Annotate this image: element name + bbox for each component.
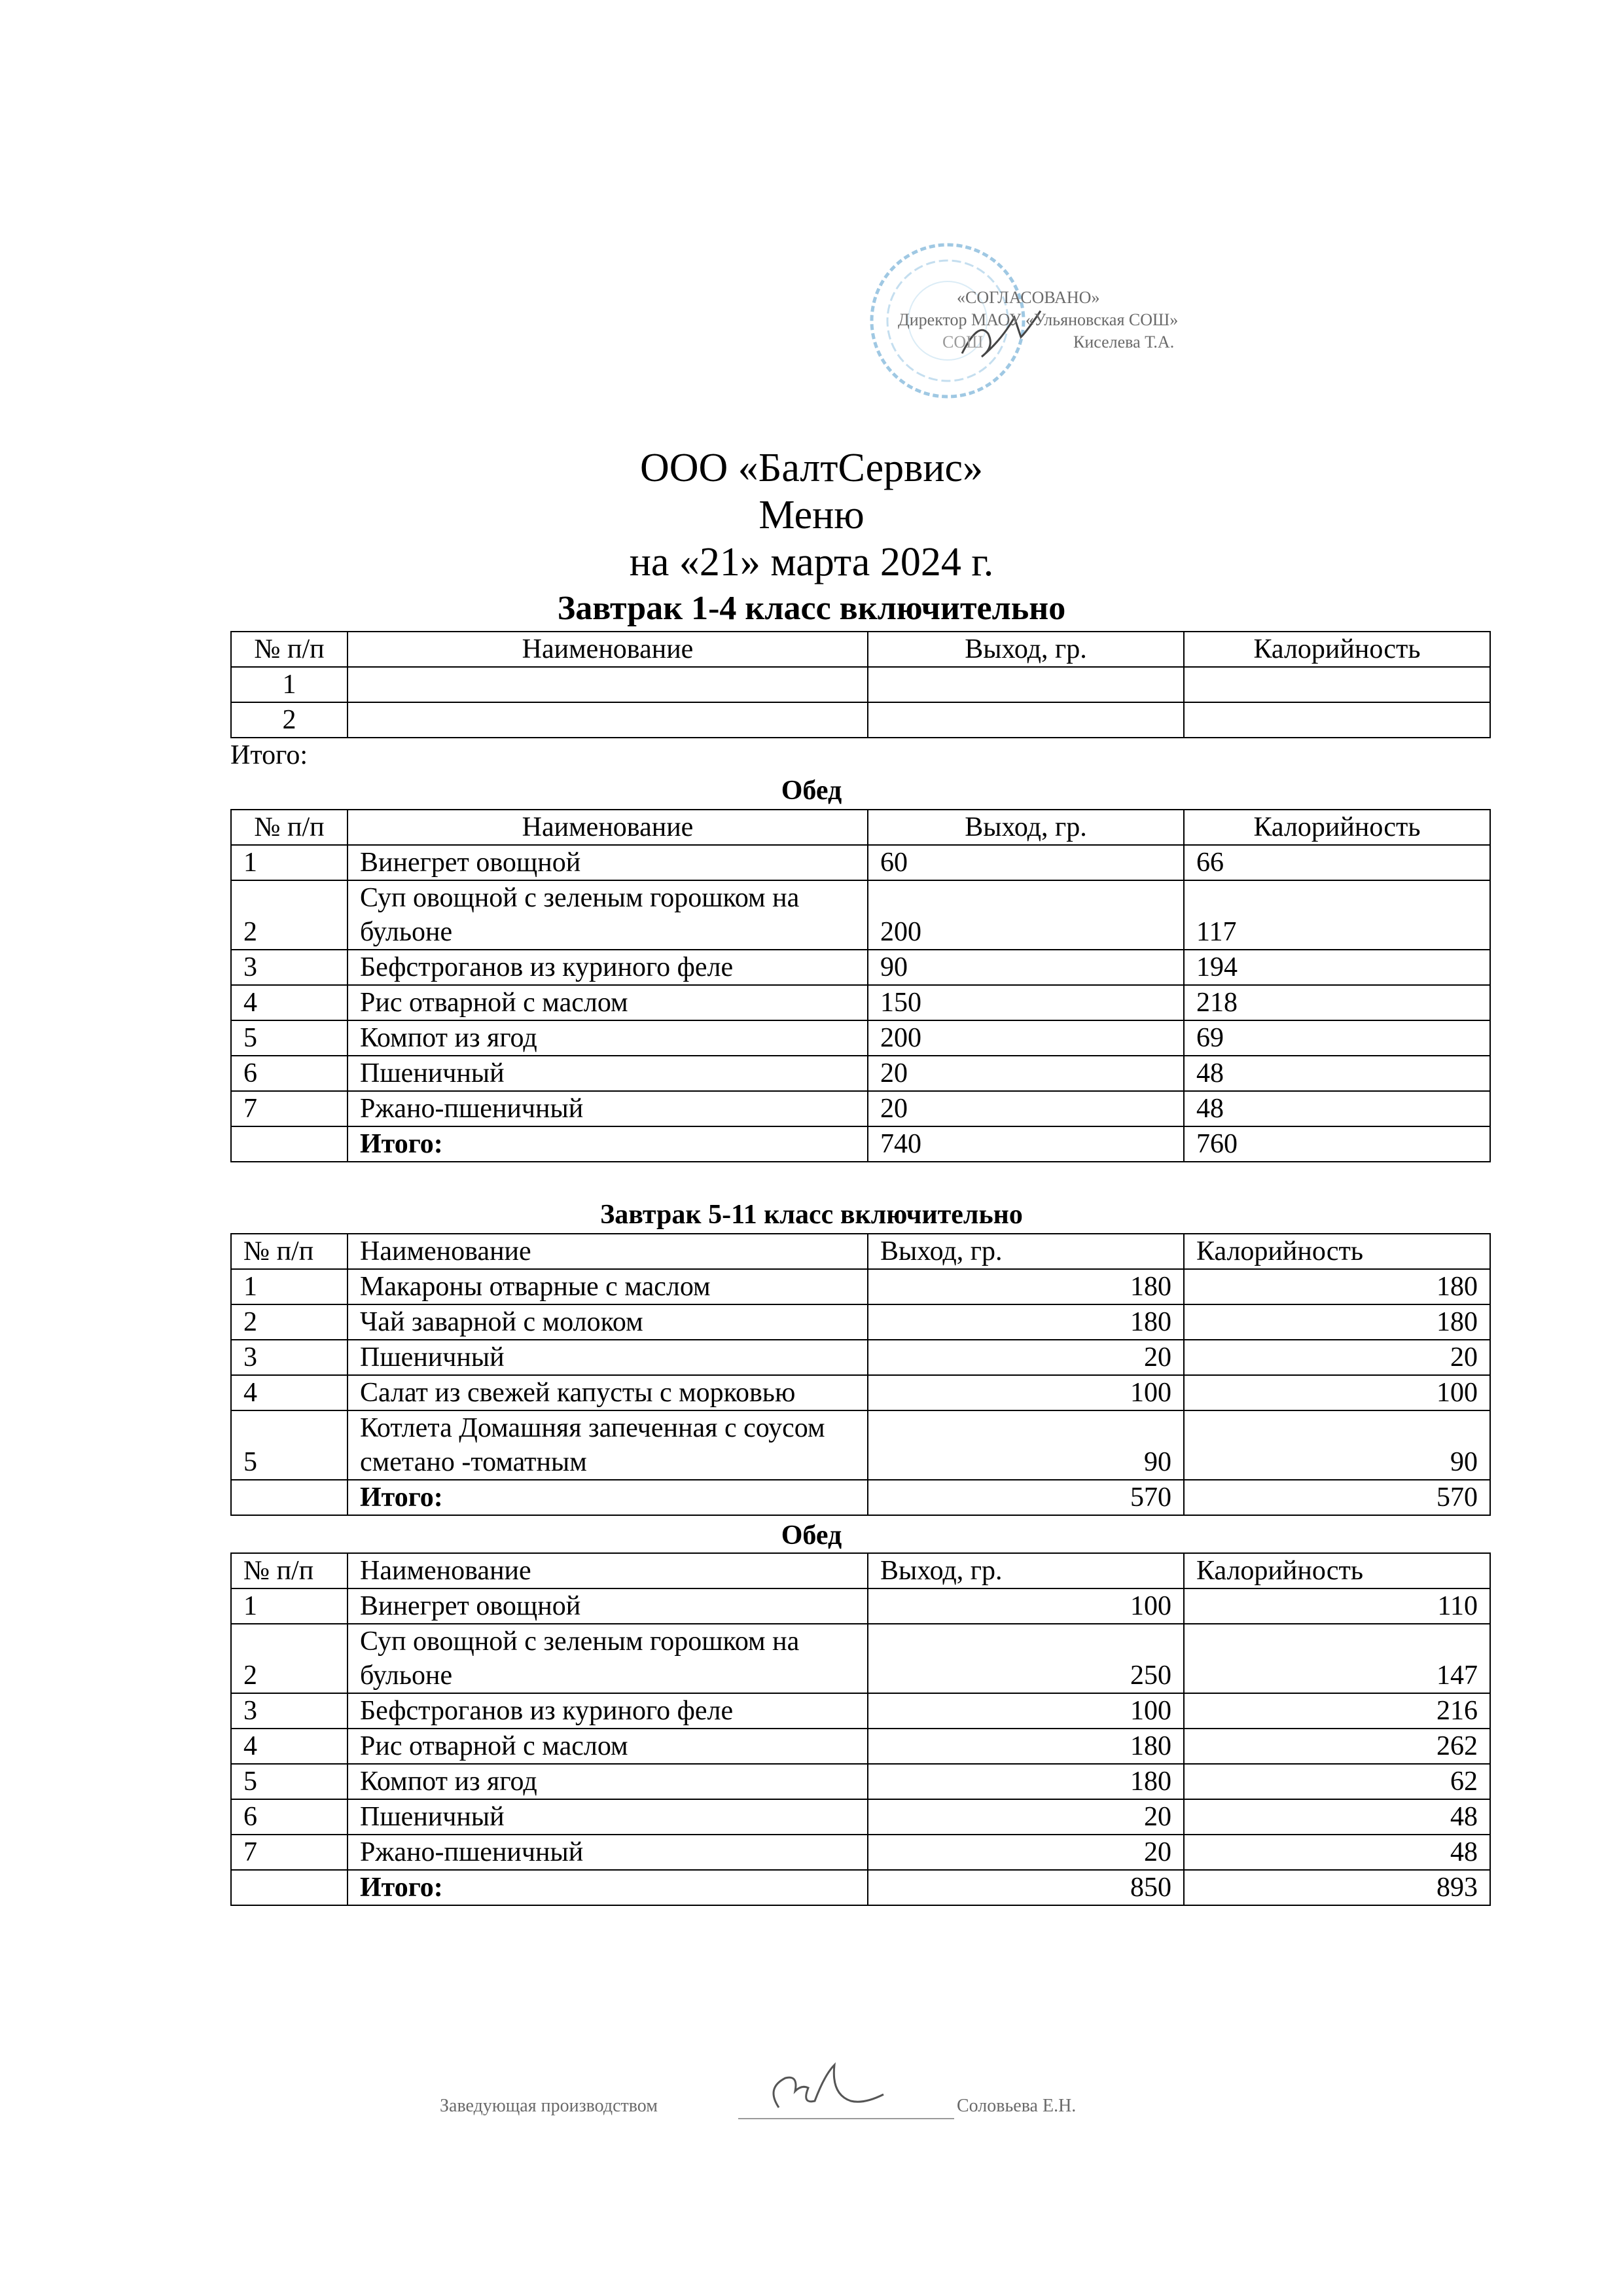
row-number: 5 [231, 1020, 348, 1056]
dish-calories: 180 [1184, 1304, 1490, 1340]
table-header-row [231, 810, 1490, 845]
column-header-yield: Выход, гр. [868, 1234, 1184, 1269]
dish-name: Пшеничный [348, 1340, 868, 1375]
column-header-yield: Выход, гр. [868, 1553, 1184, 1588]
dish-yield: 180 [868, 1764, 1184, 1799]
table-row [231, 985, 1490, 1020]
table-row [231, 1340, 1490, 1375]
footer-person-name: Соловьева Е.Н. [957, 2096, 1077, 2116]
row-number: 3 [231, 950, 348, 985]
table-row [231, 1764, 1490, 1799]
column-header-number: № п/п [231, 1234, 348, 1269]
column-header-calories: Калорийность [1184, 1553, 1490, 1588]
row-number: 1 [231, 667, 348, 702]
column-header-name: Наименование [348, 1553, 868, 1588]
dish-yield: 20 [868, 1056, 1184, 1091]
dish-calories: 100 [1184, 1375, 1490, 1410]
dish-yield: 100 [868, 1588, 1184, 1624]
row-number: 1 [231, 1269, 348, 1304]
row-number: 2 [231, 702, 348, 738]
approval-line-1: «СОГЛАСОВАНО» [957, 288, 1100, 307]
dish-yield: 60 [868, 845, 1184, 880]
primary-lunch-title: Обед [781, 776, 842, 806]
table-row [231, 1410, 1490, 1480]
dish-yield: 20 [868, 1799, 1184, 1835]
table-header-row [231, 632, 1490, 667]
approval-director-name: Киселева Т.А. [1073, 332, 1175, 351]
dish-yield: 90 [868, 950, 1184, 985]
secondary-breakfast-title: Завтрак 5-11 класс включительно [600, 1200, 1023, 1230]
dish-name: Чай заварной с молоком [348, 1304, 868, 1340]
row-number: 2 [231, 880, 348, 950]
organization-name: ООО «БалтСервис» [639, 446, 984, 490]
dish-calories: 66 [1184, 845, 1490, 880]
row-number: 2 [231, 1304, 348, 1340]
dish-calories: 20 [1184, 1340, 1490, 1375]
total-calories: 893 [1184, 1870, 1490, 1905]
dish-calories: 90 [1184, 1410, 1490, 1480]
dish-yield: 150 [868, 985, 1184, 1020]
table-row [231, 1375, 1490, 1410]
column-header-calories: Калорийность [1184, 1234, 1490, 1269]
table-total-row [231, 1126, 1490, 1162]
primary-lunch-table [230, 809, 1491, 1162]
table-header-row [231, 1234, 1490, 1269]
primary-breakfast-title: Завтрак 1-4 класс включительно [557, 590, 1066, 627]
column-header-name: Наименование [348, 632, 868, 667]
row-number: 4 [231, 1375, 348, 1410]
table-total-row [231, 1870, 1490, 1905]
dish-name: Салат из свежей капусты с морковью [348, 1375, 868, 1410]
dish-yield: 180 [868, 1304, 1184, 1340]
dish-yield: 90 [868, 1410, 1184, 1480]
total-calories: 570 [1184, 1480, 1490, 1515]
column-header-number: № п/п [231, 1553, 348, 1588]
dish-yield: 200 [868, 1020, 1184, 1056]
dish-name: Ржано-пшеничный [348, 1091, 868, 1126]
dish-yield: 100 [868, 1375, 1184, 1410]
dish-name: Рис отварной с маслом [348, 1729, 868, 1764]
dish-calories: 147 [1184, 1624, 1490, 1693]
row-number: 1 [231, 845, 348, 880]
table-row [231, 950, 1490, 985]
secondary-breakfast-table [230, 1233, 1491, 1516]
dish-name: Котлета Домашняя запеченная с соусом сметано -томатным [348, 1410, 868, 1480]
approval-line-3-prefix: СОШ [942, 332, 984, 351]
column-header-number: № п/п [231, 632, 348, 667]
total-yield: 740 [868, 1126, 1184, 1162]
table-row [231, 1269, 1490, 1304]
column-header-yield: Выход, гр. [868, 632, 1184, 667]
row-number: 7 [231, 1091, 348, 1126]
table-row [231, 1693, 1490, 1729]
dish-calories: 180 [1184, 1269, 1490, 1304]
dish-name: Суп овощной с зеленым горошком на бульоне [348, 1624, 868, 1693]
dish-calories: 218 [1184, 985, 1490, 1020]
dish-name: Компот из ягод [348, 1764, 868, 1799]
total-yield: 850 [868, 1870, 1184, 1905]
total-label: Итого: [348, 1480, 868, 1515]
dish-name: Компот из ягод [348, 1020, 868, 1056]
table-total-row [231, 1480, 1490, 1515]
row-number: 4 [231, 985, 348, 1020]
document-title: Меню [758, 493, 865, 537]
footer-role-label: Заведующая производством [440, 2096, 658, 2116]
column-header-name: Наименование [348, 810, 868, 845]
dish-calories [1184, 667, 1490, 702]
table-row [231, 1056, 1490, 1091]
dish-yield: 250 [868, 1624, 1184, 1693]
dish-calories: 110 [1184, 1588, 1490, 1624]
row-number: 6 [231, 1799, 348, 1835]
column-header-calories: Калорийность [1184, 810, 1490, 845]
table-row [231, 1624, 1490, 1693]
table-row [231, 880, 1490, 950]
dish-yield: 100 [868, 1693, 1184, 1729]
dish-yield: 20 [868, 1091, 1184, 1126]
dish-name [348, 667, 868, 702]
dish-calories: 69 [1184, 1020, 1490, 1056]
table-row [231, 1091, 1490, 1126]
total-empty-cell [231, 1870, 348, 1905]
column-header-name: Наименование [348, 1234, 868, 1269]
table-row [231, 1588, 1490, 1624]
table-row [231, 1304, 1490, 1340]
dish-name: Винегрет овощной [348, 845, 868, 880]
row-number: 1 [231, 1588, 348, 1624]
table-row [231, 1020, 1490, 1056]
total-empty-cell [231, 1480, 348, 1515]
dish-yield: 200 [868, 880, 1184, 950]
total-label: Итого: [348, 1870, 868, 1905]
dish-name: Макароны отварные с маслом [348, 1269, 868, 1304]
row-number: 4 [231, 1729, 348, 1764]
table-row [231, 667, 1490, 702]
dish-name: Бефстроганов из куриного феле [348, 1693, 868, 1729]
dish-name: Винегрет овощной [348, 1588, 868, 1624]
total-calories: 760 [1184, 1126, 1490, 1162]
dish-calories [1184, 702, 1490, 738]
dish-yield [868, 702, 1184, 738]
secondary-lunch-title: Обед [781, 1520, 842, 1551]
dish-yield: 180 [868, 1269, 1184, 1304]
dish-calories: 48 [1184, 1835, 1490, 1870]
dish-calories: 62 [1184, 1764, 1490, 1799]
dish-name: Пшеничный [348, 1799, 868, 1835]
dish-yield [868, 667, 1184, 702]
approval-stamp-seal [864, 236, 1309, 425]
table-row [231, 1799, 1490, 1835]
dish-calories: 262 [1184, 1729, 1490, 1764]
row-number: 5 [231, 1764, 348, 1799]
dish-calories: 48 [1184, 1056, 1490, 1091]
dish-calories: 48 [1184, 1799, 1490, 1835]
row-number: 6 [231, 1056, 348, 1091]
dish-name: Пшеничный [348, 1056, 868, 1091]
table-row [231, 845, 1490, 880]
column-header-yield: Выход, гр. [868, 810, 1184, 845]
menu-date: на «21» марта 2024 г. [629, 540, 994, 584]
column-header-calories: Калорийность [1184, 632, 1490, 667]
table-row [231, 1729, 1490, 1764]
row-number: 5 [231, 1410, 348, 1480]
dish-name [348, 702, 868, 738]
dish-name: Суп овощной с зеленым горошком на бульоне [348, 880, 868, 950]
table-header-row [231, 1553, 1490, 1588]
total-label: Итого: [348, 1126, 868, 1162]
dish-calories: 117 [1184, 880, 1490, 950]
column-header-number: № п/п [231, 810, 348, 845]
dish-name: Бефстроганов из куриного феле [348, 950, 868, 985]
table-row [231, 1835, 1490, 1870]
row-number: 7 [231, 1835, 348, 1870]
dish-name: Рис отварной с маслом [348, 985, 868, 1020]
row-number: 3 [231, 1693, 348, 1729]
table-row [231, 702, 1490, 738]
dish-calories: 194 [1184, 950, 1490, 985]
production-manager-signature [753, 2062, 897, 2127]
dish-yield: 20 [868, 1340, 1184, 1375]
total-yield: 570 [868, 1480, 1184, 1515]
dish-yield: 20 [868, 1835, 1184, 1870]
total-empty-cell [231, 1126, 348, 1162]
dish-calories: 48 [1184, 1091, 1490, 1126]
primary-breakfast-table [230, 631, 1491, 738]
secondary-lunch-table [230, 1552, 1491, 1906]
row-number: 3 [231, 1340, 348, 1375]
dish-yield: 180 [868, 1729, 1184, 1764]
dish-calories: 216 [1184, 1693, 1490, 1729]
approval-line-2: Директор МАОУ «Ульяновская СОШ» [898, 310, 1179, 329]
primary-breakfast-total-label: Итого: [230, 740, 308, 770]
dish-name: Ржано-пшеничный [348, 1835, 868, 1870]
row-number: 2 [231, 1624, 348, 1693]
